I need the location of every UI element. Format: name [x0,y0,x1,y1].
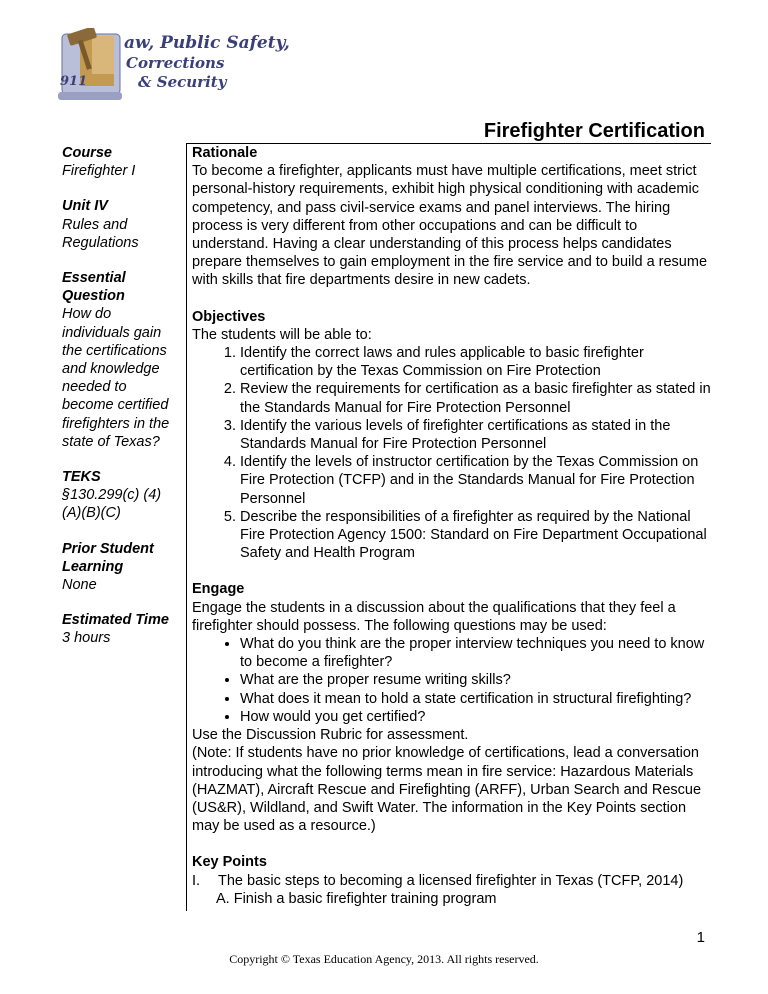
copyright-footer: Copyright © Texas Education Agency, 2013. All rights reserved. [229,952,539,966]
rationale-text: To become a firefighter, applicants must have multiple certifications, meet strict personal-history requirements, exhibit high physical conditioning with academic competency, and pass civil-service exams and panel interviews. The hiring process is very different from other occupations and can be difficult to understand. Having a clear understanding of this process helps candidates prepare themselves to gain employment in the fire service and to build a resume with skills that fire departments desire in new cadets. [192,163,708,289]
estimated-time-value: 3 hours [62,630,111,647]
teks-value: §130.299(c) (4)(A)(B)(C) [62,487,162,522]
lesson-main [192,144,712,926]
key-points-heading: Key Points [192,854,267,871]
key-point-subitem: A. Finish a basic firefighter training program [216,890,497,907]
objectives-list [192,344,712,562]
objectives-section [192,308,712,563]
engage-question: • What do you think are the proper interview techniques you need to know to become a firefighter? [240,635,712,671]
engage-question: • How would you get certified? [240,708,712,726]
unit-label: Unit IV [62,198,108,215]
objective-item: 5. Describe the responsibilities of a firefighter as required by the National Fire Protection Agency 1500: Standard on Fire Department Occupational Safety and Health Program [240,508,712,563]
unit-value: Rules and Regulations [62,216,139,251]
course-label: Course [62,145,112,161]
prior-learning-label: Prior Student Learning [62,540,154,575]
objective-item: 3. Identify the various levels of firefighter certifications as stated in the Standards Manual for Fire Protection Personnel [240,417,712,453]
engage-section [192,580,712,835]
engage-question: • What does it mean to hold a state certification in structural firefighting? [240,690,712,708]
rationale-section [192,144,712,290]
prior-learning-value: None [62,577,97,594]
objective-item: 1. Identify the correct laws and rules applicable to basic firefighter certification by the Texas Commission on Fire Protection [240,344,712,380]
key-point-item [192,872,712,890]
column-divider [186,143,187,911]
engage-questions [192,635,712,726]
objectives-intro: The students will be able to: [192,326,372,343]
key-point-text: The basic steps to becoming a licensed firefighter in Texas (TCFP, 2014) [218,872,684,889]
engage-note: (Note: If students have no prior knowledge of certifications, lead a conversation introducing what the following terms mean in fire service: Hazardous Materials (HAZMAT), Aircraft Rescue and Firefighting (ARFF), Urban Search and Rescue (US&R), Wildland, and Swift Water. The information in the Key Points section may be used as a resource.) [192,745,702,835]
essential-question-label: Essential Question [62,270,126,305]
essential-question-value: How do individuals gain the certifications and knowledge needed to become certified firefighters in the state of Texas? [62,306,170,450]
engage-question: • What are the proper resume writing skills? [240,671,712,689]
engage-rubric: Use the Discussion Rubric for assessment. [192,727,469,744]
course-value: Firefighter I [62,163,136,180]
objective-item: 4. Identify the levels of instructor certification by the Texas Commission on Fire Protection (TCFP) and in the Standards Manual for Fire Protection Personnel [240,453,712,508]
objective-item: 2. Review the requirements for certification as a basic firefighter as stated in the Standards Manual for Fire Protection Personnel [240,380,712,416]
logo-line-3: & Security [138,73,227,91]
logo-badge-text: 911 [60,74,88,89]
logo-line-1: aw, Public Safety, [124,33,290,53]
lesson-sidebar [62,144,180,665]
engage-heading: Engage [192,581,245,598]
page-number: 1 [696,929,705,946]
objectives-heading: Objectives [192,308,266,325]
key-points-section [192,853,712,908]
page-title: Firefighter Certification [483,120,705,142]
estimated-time-label: Estimated Time [62,612,169,629]
engage-intro: Engage the students in a discussion about the qualifications that they feel a firefighter should possess. The following questions may be used: [192,599,676,634]
rationale-heading: Rationale [192,145,258,161]
logo-line-2: Corrections [126,54,225,72]
teks-label: TEKS [62,469,101,486]
key-point-number: I. [192,872,201,889]
